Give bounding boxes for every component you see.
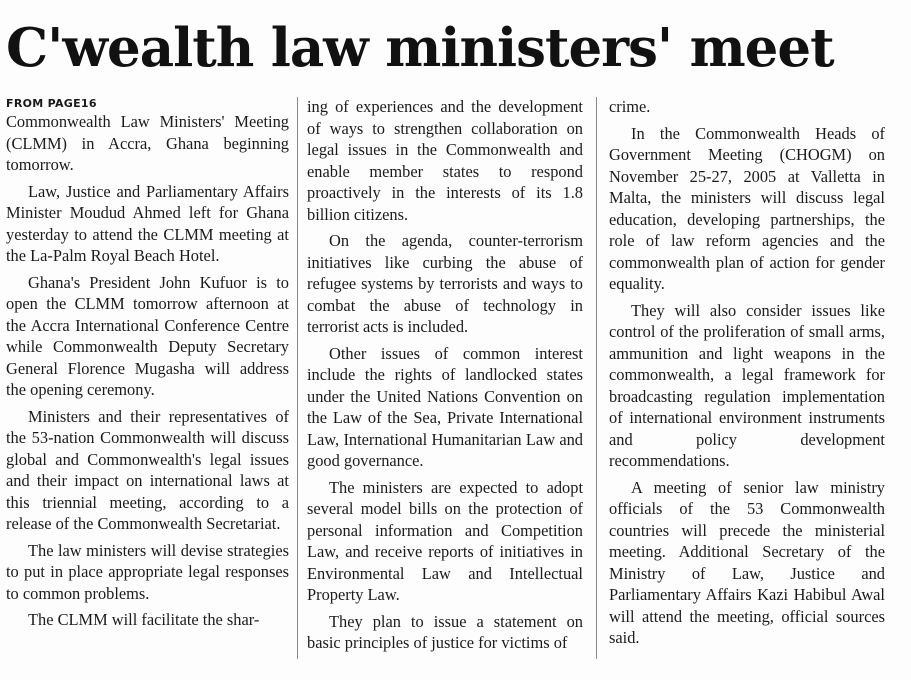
paragraph: ing of experiences and the development of ways to strengthen collaboration on legal issues in the Commonwealth and enable member states to respond proactively in the interests of its 1.8 billion citizens. <box>307 97 583 224</box>
paragraph: Law, Justice and Parliamentary Affairs Minister Moudud Ahmed left for Ghana yesterday to attend the CLMM meeting at the La-Palm Royal Beach Hotel. <box>6 181 289 265</box>
paragraph: The law ministers will devise strategies to put in place appropriate legal responses to common problems. <box>6 540 289 603</box>
paragraph: On the agenda, counter-terrorism initiatives like curbing the abuse of refugee systems by terrorists and ways to combat the abuse of technology in terrorist acts is included. <box>307 231 583 336</box>
paragraph: Other issues of common interest include the rights of landlocked states under the United Nations Convention on the Law of the Sea, Private International Law, International Humanitarian Law and good governance. <box>307 343 583 470</box>
paragraph: They will also consider issues like control of the proliferation of small arms, ammunition and light weapons in the commonwealth, a legal framework for broadcasting regulation implementation of international environment instruments and policy development recommendations. <box>609 300 885 470</box>
paragraph: crime. <box>609 97 651 116</box>
article-column-2 <box>307 96 583 659</box>
continuation-kicker: FROM PAGE16 <box>6 97 97 110</box>
column-divider <box>596 97 597 659</box>
paragraph: Ghana's President John Kufuor is to open the CLMM tomorrow afternoon at the Accra International Conference Centre while Commonwealth Deputy Secretary General Florence Mugasha will address the opening ceremony. <box>6 272 289 399</box>
paragraph: They plan to issue a statement on basic principles of justice for victims of <box>307 611 583 652</box>
paragraph: A meeting of senior law ministry officials of the 53 Commonwealth countries will precede the ministerial meeting. Additional Secretary of the Ministry of Law, Justice and Parliamentary Affairs Kazi Habibul Awal will attend the meeting, official sources said. <box>609 477 885 647</box>
paragraph: The ministers are expected to adopt several model bills on the protection of personal information and Competition Law, and receive reports of initiatives in Environmental Law and Intellectual Property Law. <box>307 477 583 604</box>
paragraph: The CLMM will facilitate the shar- <box>28 610 260 629</box>
column-divider <box>297 97 298 659</box>
article-column-1 <box>6 96 289 636</box>
headline: C'wealth law ministers' meet <box>6 17 834 79</box>
article-column-3 <box>609 96 885 654</box>
paragraph: Ministers and their representatives of the 53-nation Commonwealth will discuss global and Commonwealth's legal issues and their impact on international laws at this triennial meeting, according to a release of the Commonwealth Secretariat. <box>6 406 289 533</box>
paragraph: In the Commonwealth Heads of Government Meeting (CHOGM) on November 25-27, 2005 at Valletta in Malta, the ministers will discuss legal education, developing partnerships, the role of law reform agencies and the commonwealth plan of action for gender equality. <box>609 123 885 293</box>
paragraph: Commonwealth Law Ministers' Meeting (CLMM) in Accra, Ghana beginning tomorrow. <box>6 112 289 174</box>
